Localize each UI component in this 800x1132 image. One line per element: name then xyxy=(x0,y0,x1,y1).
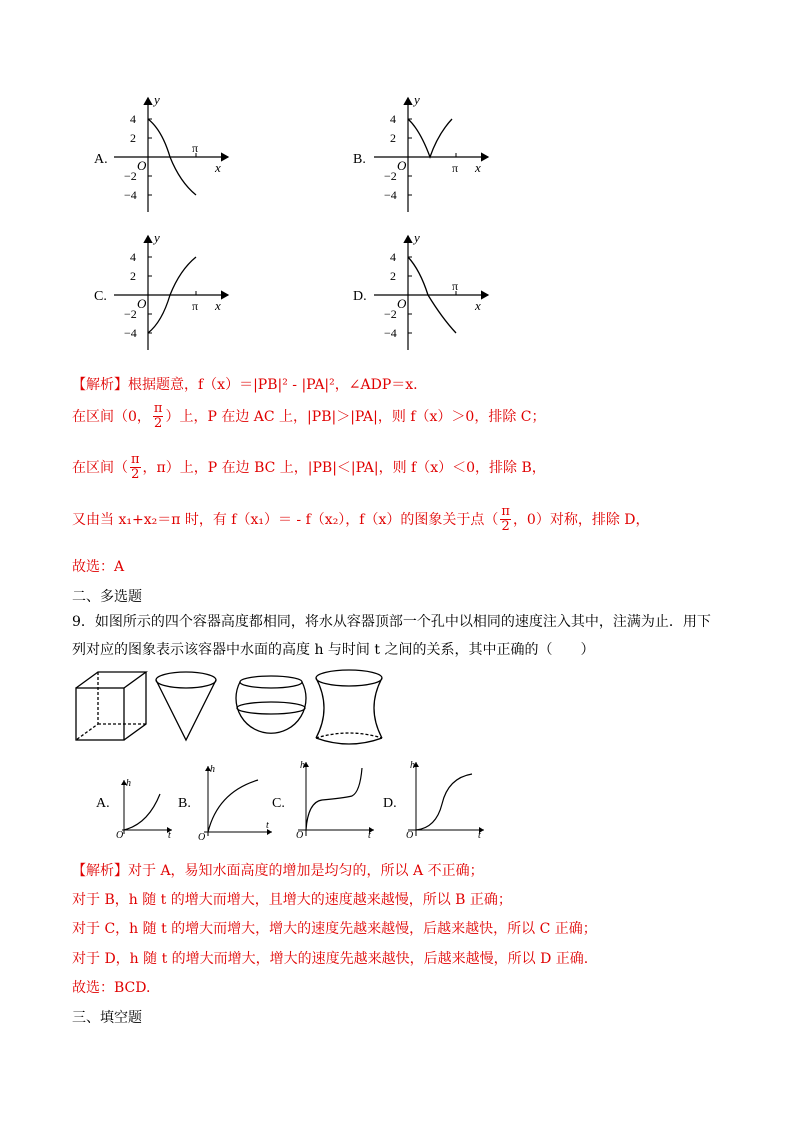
y-label: y xyxy=(154,230,160,245)
tick-neg2: −2 xyxy=(384,307,397,321)
y-label: y xyxy=(414,92,420,107)
solution-8-line4 xyxy=(72,505,650,535)
origin-label: O xyxy=(397,158,407,173)
y-label: y xyxy=(154,92,160,107)
solution-8-line3 xyxy=(72,453,546,483)
containers-figure xyxy=(72,668,412,748)
solution-tag: 【解析】 xyxy=(72,377,128,393)
tick-2: 2 xyxy=(390,269,396,283)
denominator: 2 xyxy=(154,416,163,432)
curve xyxy=(124,794,160,830)
solution-8-line2 xyxy=(72,402,545,432)
option-d-label: D. xyxy=(353,289,367,304)
x-label: x xyxy=(215,298,221,313)
solution-text: ）上，P 在边 AC 上，|PB|＞|PA|，则 f（x）＞0，排除 C； xyxy=(165,408,546,425)
q9-option-a-label: A. xyxy=(96,796,110,811)
graph-option-d xyxy=(370,230,495,355)
ht-graph-a xyxy=(112,776,174,838)
q9-option-d-label: D. xyxy=(383,796,397,811)
question-9-line2: 列对应的图象表示该容器中水面的高度 h 与时间 t 之间的关系，其中正确的（ ） xyxy=(72,642,595,658)
solution-text: 又由当 x₁+x₂＝π 时，有 f（x₁）＝ - f（x₂），f（x）的图象关于点（ xyxy=(72,511,499,528)
q9-option-c-label: C. xyxy=(272,796,285,811)
numerator: π xyxy=(153,401,163,416)
tick-4: 4 xyxy=(130,112,136,126)
origin-label: O xyxy=(296,830,304,840)
hyperboloid-container xyxy=(316,670,382,744)
h-label: h xyxy=(410,760,415,771)
x-label: x xyxy=(475,298,481,313)
solution-text: 对于 A，易知水面高度的增加是均匀的，所以 A 不正确； xyxy=(128,863,484,879)
q9-option-b-label: B. xyxy=(178,796,191,811)
curve xyxy=(408,119,452,157)
origin-label: O xyxy=(198,832,206,840)
solution-text: ，π）上，P 在边 BC 上，|PB|＜|PA|，则 f（x）＜0，排除 B， xyxy=(142,459,546,476)
graph-option-a xyxy=(110,92,235,217)
solution-8-line1 xyxy=(72,374,418,394)
tick-4: 4 xyxy=(390,250,396,264)
solution-8-answer: 故选：A xyxy=(72,559,125,575)
origin-label: O xyxy=(116,830,124,838)
t-label: t xyxy=(478,830,481,840)
x-label: x xyxy=(215,160,221,175)
solution-9-line4: 对于 D，h 随 t 的增大而增大，增大的速度先越来越快，后越来越慢，所以 D 正确. xyxy=(72,951,589,967)
tick-2: 2 xyxy=(390,131,396,145)
option-b-label: B. xyxy=(353,152,366,167)
t-label: t xyxy=(368,830,371,840)
option-c-label: C. xyxy=(94,289,107,304)
y-label: y xyxy=(414,230,420,245)
solution-9-line3: 对于 C，h 随 t 的增大而增大，增大的速度先越来越慢，后越来越快，所以 C 正确； xyxy=(72,921,597,937)
x-label: x xyxy=(475,160,481,175)
origin-label: O xyxy=(137,158,147,173)
solution-text: 根据题意，f（x）＝|PB|² - |PA|²，∠ADP＝x. xyxy=(128,377,418,393)
origin-label: O xyxy=(137,296,147,311)
tick-2: 2 xyxy=(130,131,136,145)
ht-graph-d xyxy=(402,758,488,840)
fraction-pi-over-2 xyxy=(153,402,164,432)
solution-tag: 【解析】 xyxy=(72,863,128,879)
sphere-container xyxy=(236,676,306,733)
denominator: 2 xyxy=(501,519,510,535)
solution-9-answer: 故选：BCD. xyxy=(72,980,151,996)
h-label: h xyxy=(210,764,215,775)
t-label: t xyxy=(168,830,171,838)
tick-neg2: −2 xyxy=(124,307,137,321)
fraction-pi-over-2 xyxy=(500,505,511,535)
curve xyxy=(208,780,258,832)
section-heading: 二、多选题 xyxy=(72,589,142,605)
solution-text: 在区间（ xyxy=(72,459,128,476)
section-heading: 三、填空题 xyxy=(72,1010,142,1026)
tick-neg4: −4 xyxy=(124,326,137,340)
ht-graph-c xyxy=(292,758,378,840)
question-9-line1: 9．如图所示的四个容器高度都相同，将水从容器顶部一个孔中以相同的速度注入其中，注满为止．用下 xyxy=(72,614,711,630)
curve xyxy=(416,774,472,830)
graph-option-b xyxy=(370,92,495,217)
tick-pi: π xyxy=(192,299,199,313)
fraction-pi-over-2 xyxy=(130,453,141,483)
h-label: h xyxy=(300,760,305,771)
option-a-label: A. xyxy=(94,152,108,167)
t-label: t xyxy=(266,820,269,831)
tick-4: 4 xyxy=(130,250,136,264)
solution-9-line1 xyxy=(72,860,484,880)
tick-pi: π xyxy=(452,279,459,293)
tick-pi: π xyxy=(192,141,199,155)
numerator: π xyxy=(131,452,140,467)
tick-4: 4 xyxy=(390,112,396,126)
tick-neg4: −4 xyxy=(384,326,397,340)
tick-2: 2 xyxy=(130,269,136,283)
ht-graph-b xyxy=(196,762,276,840)
cube-container xyxy=(76,672,146,740)
tick-neg4: −4 xyxy=(124,188,137,202)
origin-label: O xyxy=(397,296,407,311)
solution-text: ，0）对称，排除 D， xyxy=(512,511,650,528)
tick-pi: π xyxy=(452,161,459,175)
tick-neg4: −4 xyxy=(384,188,397,202)
graph-option-c xyxy=(110,230,235,355)
numerator: π xyxy=(501,504,510,519)
solution-9-line2: 对于 B，h 随 t 的增大而增大，且增大的速度越来越慢，所以 B 正确； xyxy=(72,892,512,908)
h-label: h xyxy=(126,778,131,789)
curve xyxy=(306,768,362,830)
tick-neg2: −2 xyxy=(124,169,137,183)
origin-label: O xyxy=(406,830,414,840)
cone-container xyxy=(156,672,216,740)
tick-neg2: −2 xyxy=(384,169,397,183)
denominator: 2 xyxy=(131,467,140,483)
solution-text: 在区间（0， xyxy=(72,408,151,425)
